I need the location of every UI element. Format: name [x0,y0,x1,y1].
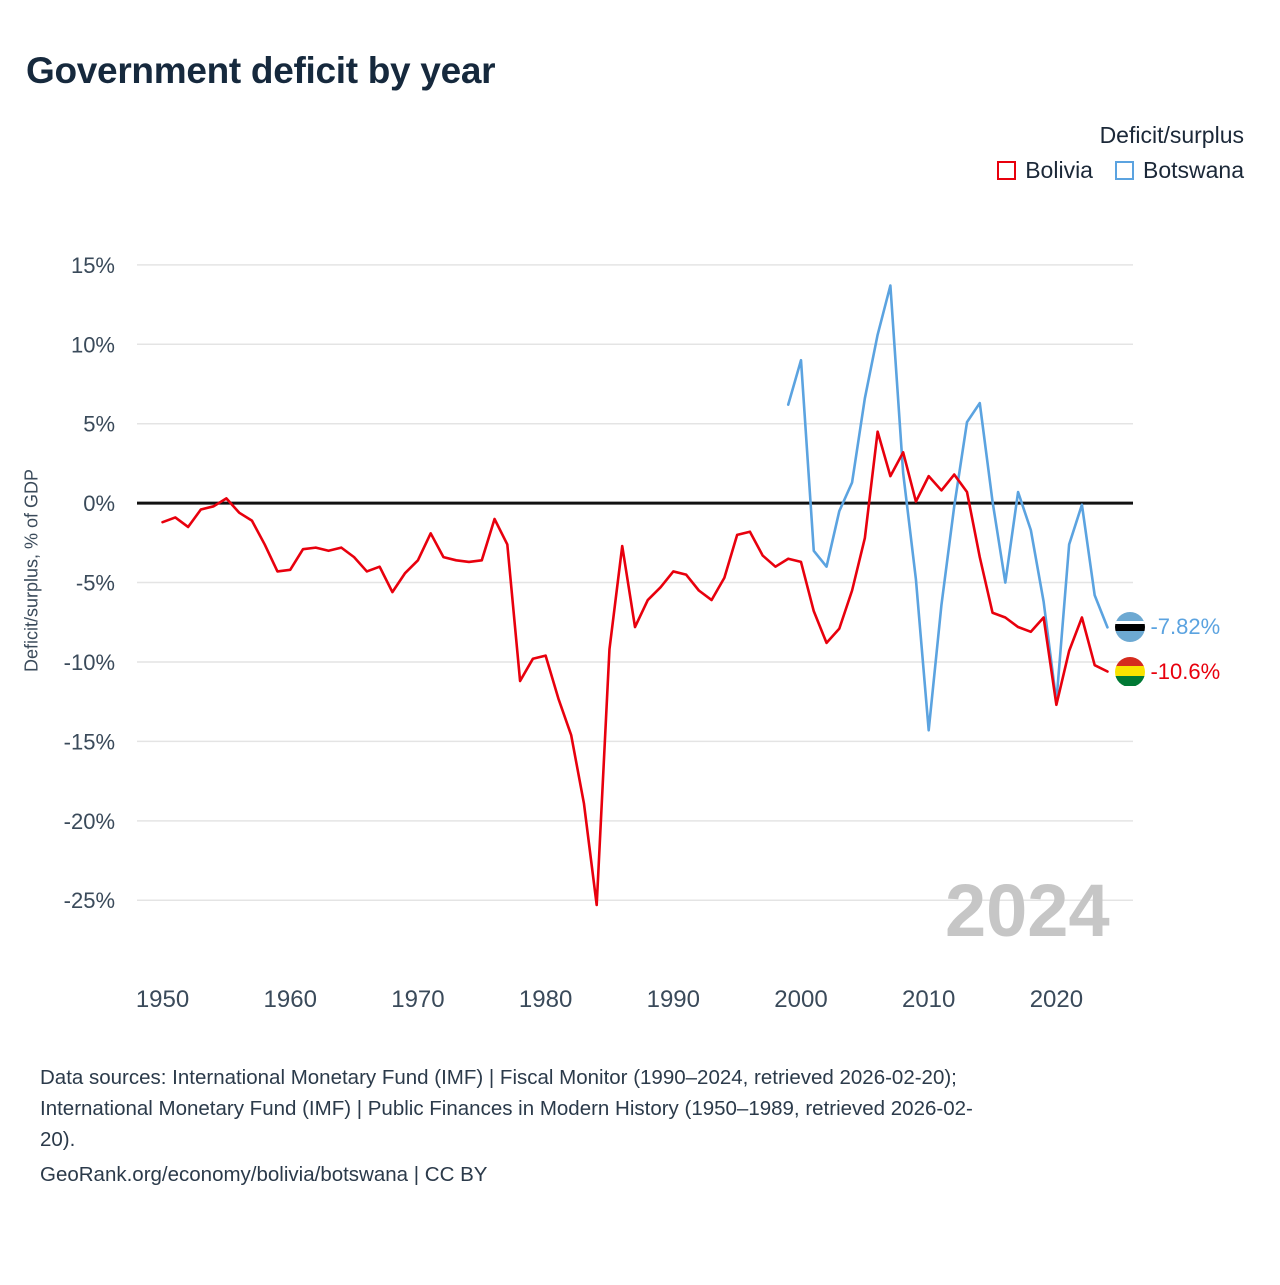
end-label-bolivia-value: -10.6% [1150,658,1221,684]
end-label-botswana-value: -7.82% [1150,614,1221,640]
svg-text:1950: 1950 [135,986,190,1013]
footer-sources-line1: Data sources: International Monetary Fund (IMF) | Fiscal Monitor (1990–2024, retrieved 2026-02-20); [40,1066,957,1089]
legend-title: Deficit/surplus [1099,122,1244,148]
botswana-flag-icon [1115,612,1145,642]
footer-url: GeoRank.org/economy/bolivia/botswana | CC BY [40,1163,488,1186]
footer [40,1062,1240,1190]
svg-text:2010: 2010 [901,986,956,1013]
end-label-botswana [1115,612,1220,642]
svg-text:15%: 15% [70,252,115,278]
svg-text:-20%: -20% [63,808,115,834]
watermark-year: 2024 [945,869,1110,952]
legend-label-bolivia: Bolivia [1025,157,1093,183]
y-axis-title: Deficit/surplus, % of GDP [21,468,42,673]
svg-text:1980: 1980 [518,986,573,1013]
svg-text:1970: 1970 [391,986,445,1013]
svg-text:-25%: -25% [63,888,115,914]
svg-text:1990: 1990 [646,986,701,1013]
legend-label-botswana: Botswana [1142,157,1244,183]
footer-sources-line3: 20). [40,1128,76,1151]
series-lines [163,286,1108,905]
footer-sources-line2: International Monetary Fund (IMF) | Public Finances in Modern History (1950–1989, retrieved 2026-02- [40,1097,973,1120]
svg-text:0%: 0% [83,491,115,517]
bolivia-flag-icon [1115,657,1145,687]
x-axis-tick-labels [136,986,1083,1013]
svg-text:5%: 5% [83,411,115,437]
svg-text:2020: 2020 [1029,986,1084,1013]
svg-text:-15%: -15% [63,729,115,755]
svg-text:-5%: -5% [75,570,115,596]
svg-text:1960: 1960 [263,986,317,1013]
svg-text:-10%: -10% [63,649,115,675]
svg-text:2000: 2000 [774,986,828,1013]
end-label-bolivia [1115,657,1220,687]
page-title: Government deficit by year [26,50,496,91]
gridlines [137,265,1133,900]
y-axis-tick-labels [64,253,115,913]
svg-text:10%: 10% [70,332,115,358]
